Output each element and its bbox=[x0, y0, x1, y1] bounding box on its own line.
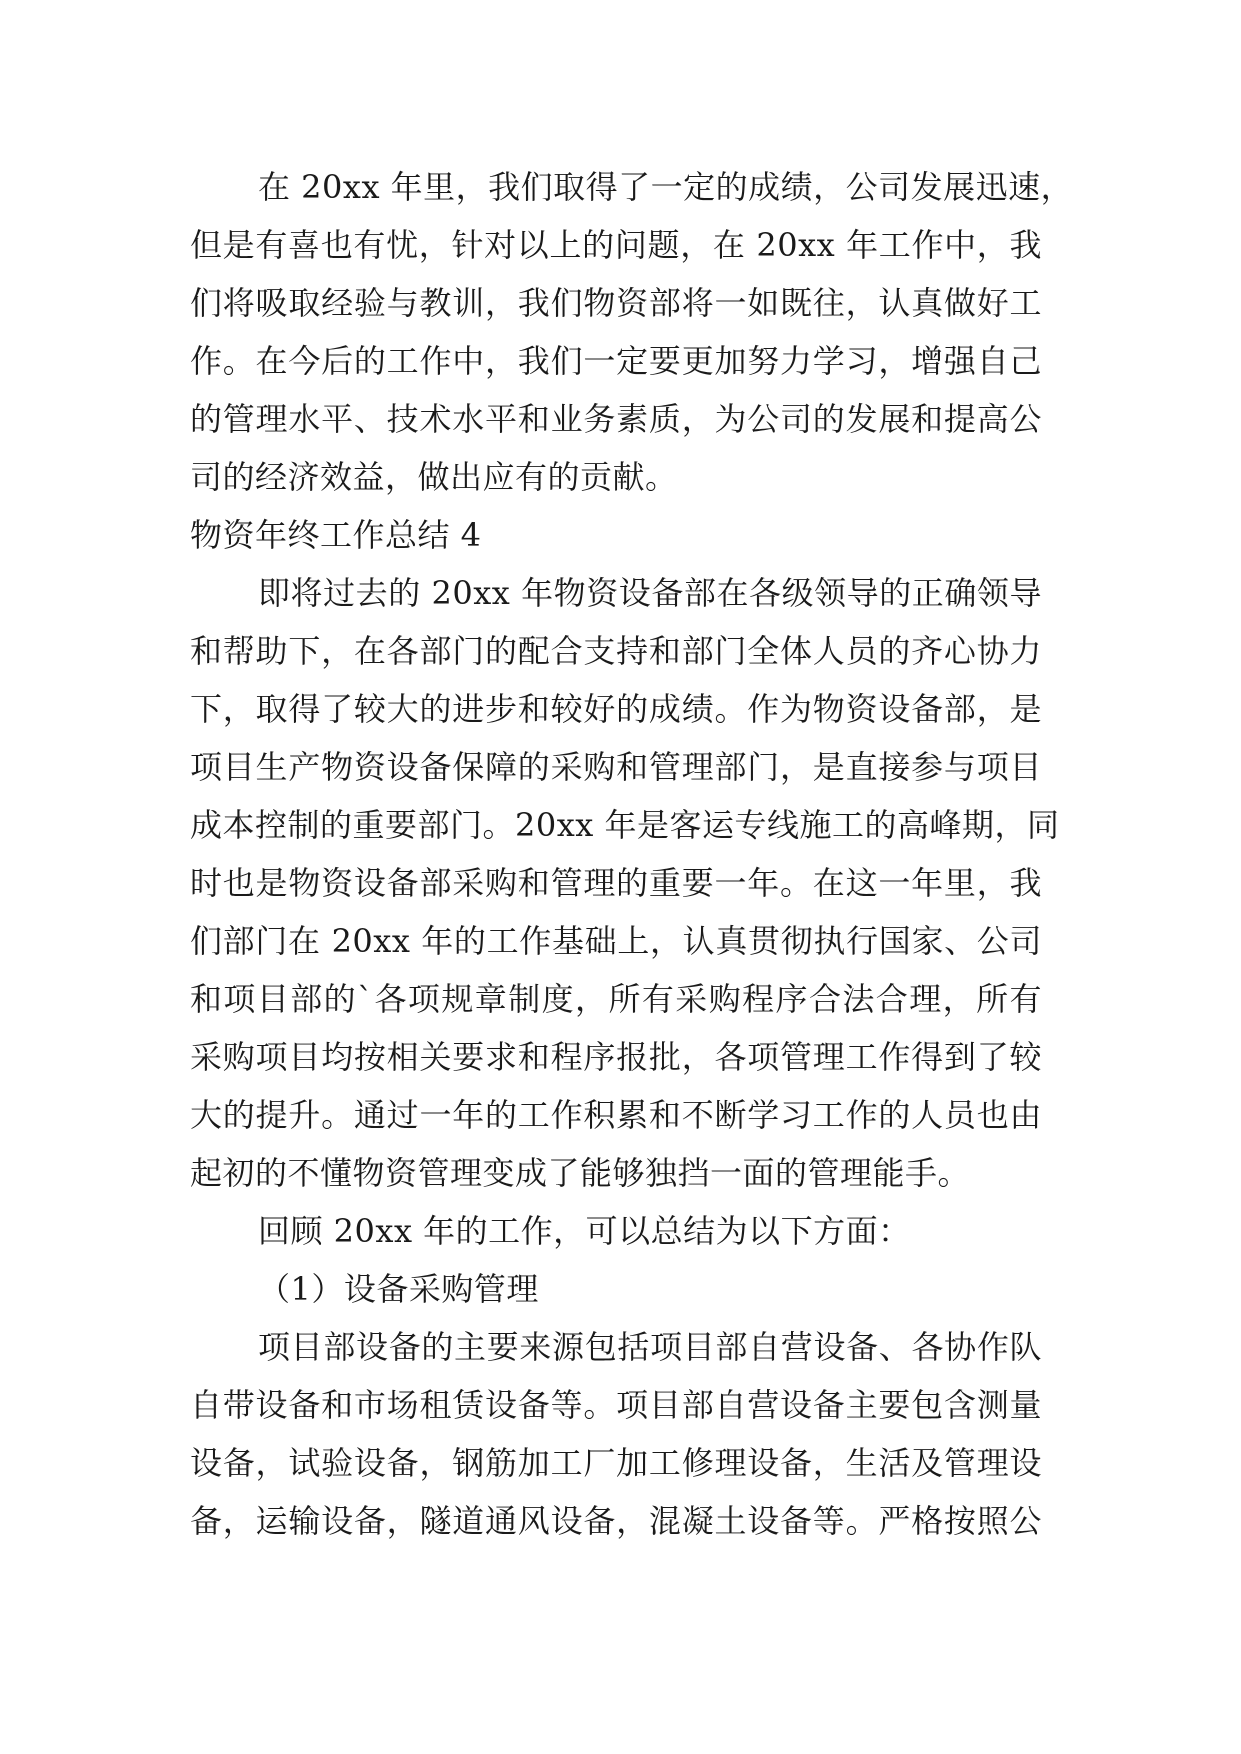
paragraph-line: 采购项目均按相关要求和程序报批，各项管理工作得到了较 bbox=[190, 1038, 1042, 1076]
paragraph-line: 在 20xx 年里，我们取得了一定的成绩，公司发展迅速， bbox=[258, 168, 1074, 206]
paragraph-line: 下，取得了较大的进步和较好的成绩。作为物资设备部，是 bbox=[190, 690, 1042, 728]
paragraph-line: 作。在今后的工作中，我们一定要更加努力学习，增强自己 bbox=[190, 342, 1042, 380]
paragraph-line: 自带设备和市场租赁设备等。项目部自营设备主要包含测量 bbox=[190, 1386, 1042, 1424]
paragraph-line: 时也是物资设备部采购和管理的重要一年。在这一年里，我 bbox=[190, 864, 1042, 902]
paragraph-line: 大的提升。通过一年的工作积累和不断学习工作的人员也由 bbox=[190, 1096, 1042, 1134]
paragraph-line: 和帮助下，在各部门的配合支持和部门全体人员的齐心协力 bbox=[190, 632, 1042, 670]
paragraph-line: 成本控制的重要部门。20xx 年是客运专线施工的高峰期，同 bbox=[190, 806, 1060, 844]
subsection-heading: （1）设备采购管理 bbox=[258, 1270, 539, 1308]
paragraph-line: 备，运输设备，隧道通风设备，混凝土设备等。严格按照公 bbox=[190, 1502, 1042, 1540]
paragraph-line: 但是有喜也有忧，针对以上的问题，在 20xx 年工作中，我 bbox=[190, 226, 1042, 264]
section-heading: 物资年终工作总结 4 bbox=[190, 516, 482, 554]
paragraph-line: 和项目部的`各项规章制度，所有采购程序合法合理，所有 bbox=[190, 980, 1042, 1018]
paragraph-line: 起初的不懂物资管理变成了能够独挡一面的管理能手。 bbox=[190, 1154, 971, 1192]
paragraph-line: 司的经济效益，做出应有的贡献。 bbox=[190, 458, 678, 496]
paragraph-line: 们将吸取经验与教训，我们物资部将一如既往，认真做好工 bbox=[190, 284, 1042, 322]
paragraph-line: 们部门在 20xx 年的工作基础上，认真贯彻执行国家、公司 bbox=[190, 922, 1042, 960]
paragraph-line: 设备，试验设备，钢筋加工厂加工修理设备，生活及管理设 bbox=[190, 1444, 1042, 1482]
paragraph-line: 的管理水平、技术水平和业务素质，为公司的发展和提高公 bbox=[190, 400, 1042, 438]
paragraph-line: 回顾 20xx 年的工作，可以总结为以下方面： bbox=[258, 1212, 911, 1250]
paragraph-line: 项目部设备的主要来源包括项目部自营设备、各协作队 bbox=[258, 1328, 1042, 1366]
paragraph-line: 即将过去的 20xx 年物资设备部在各级领导的正确领导 bbox=[258, 574, 1042, 612]
paragraph-line: 项目生产物资设备保障的采购和管理部门，是直接参与项目 bbox=[190, 748, 1042, 786]
